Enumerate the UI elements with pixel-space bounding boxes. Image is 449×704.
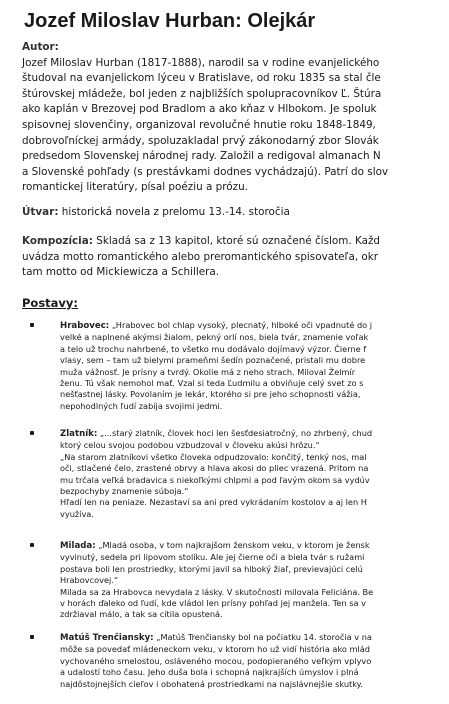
character-line: „...starý zlatník, človek hoci len šesťdesiatročný, no zhrbený, chud <box>97 428 373 438</box>
composition-section <box>22 234 449 281</box>
character-line: velké a naplnené akýmsi žialom, pekný orlí nos, biela tvár, znamenie voľak <box>60 332 369 343</box>
character-line: „Matúš Trenčiansky bol na počiatku 14. storočia v na <box>153 632 372 642</box>
character-line: nešťastnej lásky. Povolaním je lekár, ktorého si pre jeho schopnosti vážia, <box>60 389 361 400</box>
genre-section <box>22 205 449 221</box>
character-line: najdôstojnejších cieľov i obohatená prostriedkami na najslávnejšie skutky. <box>60 678 363 689</box>
author-line: štúrovskej mládeže, bol jeden z najbližších spolupracovníkov Ľ. Štúra <box>22 87 382 100</box>
bullet-icon <box>30 543 34 547</box>
character-item <box>30 320 449 412</box>
genre-label: Útvar: <box>22 206 59 218</box>
character-line: a telo už trochu nahrbené, to všetko mu dodávalo dojímavý výzor. Čierne f <box>60 343 367 354</box>
genre-text: historická novela z prelomu 13.-14. storočia <box>58 206 290 218</box>
composition-line: Skladá sa z 13 kapitol, ktoré sú označené číslom. Každ <box>92 235 381 247</box>
character-line: ženu. Tú však nemohol mať. Vzal si teda Ľudmilu a obviňuje celý svet zo s <box>60 378 364 389</box>
character-line: muža vážnosť. Je prísny a tvrdý. Okolie má z neho strach. Miloval Želmír <box>60 366 356 377</box>
character-line: mu trčala veľká bradavica s niekoľkými chlpmi a pod ľavým okom sa vydúv <box>60 474 370 485</box>
author-line: spisovnej slovenčiny, organizoval revolučné hnutie roku 1848-1849, <box>22 118 376 131</box>
character-item <box>30 540 449 621</box>
characters-heading: Postavy: <box>22 296 79 310</box>
page-title: Jozef Miloslav Hurban: Olejkár <box>24 10 316 32</box>
character-item <box>30 428 449 520</box>
composition-line: tam motto od Mickiewicza a Schillera. <box>22 266 220 279</box>
character-line: vlasy, sem – tam už bielymi prameňmi šedín poznačené, pristali mu dobre <box>60 355 366 366</box>
character-line: ktorý celou svojou podobou vzbudzoval v človeku akúsi hrôzu.“ <box>60 440 320 451</box>
character-line: vychovaného smelostou, osláveného mocou, podopieraného veľkým vplyvo <box>60 655 372 666</box>
author-section <box>22 40 449 196</box>
character-name: Hrabovec: <box>60 321 110 331</box>
character-line: „Mladá osoba, v tom najkrajšom ženskom veku, v ktorom je žensk <box>95 540 370 550</box>
composition-label: Kompozícia: <box>22 235 93 247</box>
author-line: dobrovoľníckej armády, spoluzakladal prvý zákonodarný zbor Slovák <box>22 134 379 147</box>
bullet-icon <box>30 635 34 639</box>
author-line: a Slovenské pohľady (s prestávkami dodnes vychádzajú). Patrí do slov <box>22 165 389 178</box>
character-line: a udalostí toho času. Jeho duša bola i schopná najkrajších úmyslov i plná <box>60 667 359 678</box>
bullet-icon <box>30 431 34 435</box>
author-line: ako kaplán v Brezovej pod Bradlom a ako kňaz v Hlbokom. Je spoluk <box>22 103 377 116</box>
character-line: nepohodlných ľudí zabíja svojimi jedmi. <box>60 400 223 411</box>
character-line: vyvinutý, sedela pri lipovom stolíku. Ale jej čierne oči a biela tvár s ružami <box>60 552 365 563</box>
composition-line: uvádza motto romantického alebo preromantického spisovateľa, okr <box>22 250 379 263</box>
character-name: Milada: <box>60 541 96 551</box>
character-line: Hľadí len na peniaze. Nezastaví sa ani pred vykrádaním kostolov a aj len H <box>60 497 367 508</box>
character-line: využíva. <box>60 508 94 519</box>
character-line: môže sa povedať mládeneckom veku, v ktorom ho už vidí história ako mlád <box>60 644 370 655</box>
author-line: študoval na evanjelickom lýceu v Bratislave, od roku 1835 sa stal čle <box>22 72 381 85</box>
character-line: Milada sa za Hrabovca nevydala z lásky. V skutočnosti milovala Feliciána. Be <box>60 586 374 597</box>
character-name: Zlatník: <box>60 429 98 439</box>
character-line: bezpochyby znamenie súboja.“ <box>60 486 189 497</box>
author-line: Jozef Miloslav Hurban (1817-1888), narodil sa v rodine evanjelického <box>22 56 380 69</box>
character-item <box>30 632 449 690</box>
bullet-icon <box>30 323 34 327</box>
character-line: oči, stlačené čelo, zrastené obrvy a hlava akosi do pliec vrazená. Pritom na <box>60 463 369 474</box>
character-line: Hrabovcovej.“ <box>60 575 119 586</box>
character-name: Matúš Trenčiansky: <box>60 633 154 643</box>
author-line: predsedom Slovenskej národnej rady. Založil a redigoval almanach N <box>22 150 381 163</box>
character-line: postava boli len prostriedky, ktorými javil sa hlboký žiaľ, previevajúci celú <box>60 563 363 574</box>
character-line: v horách ďaleko od ľudí, kde vládol len prísny pohľad jej manžela. Ten sa v <box>60 598 366 609</box>
author-label: Autor: <box>22 41 59 53</box>
character-line: „Na starom zlatníkovi všetko človeka odpudzovalo: končitý, tenký nos, mal <box>60 451 367 462</box>
author-line: romantickej literatúry, písal poéziu a prózu. <box>22 181 248 194</box>
character-line: zdržiaval málo, a tak sa cítila opustená. <box>60 609 223 620</box>
character-line: „Hrabovec bol chlap vysoký, plecnatý, hlboké oči vpadnuté do j <box>109 320 373 330</box>
